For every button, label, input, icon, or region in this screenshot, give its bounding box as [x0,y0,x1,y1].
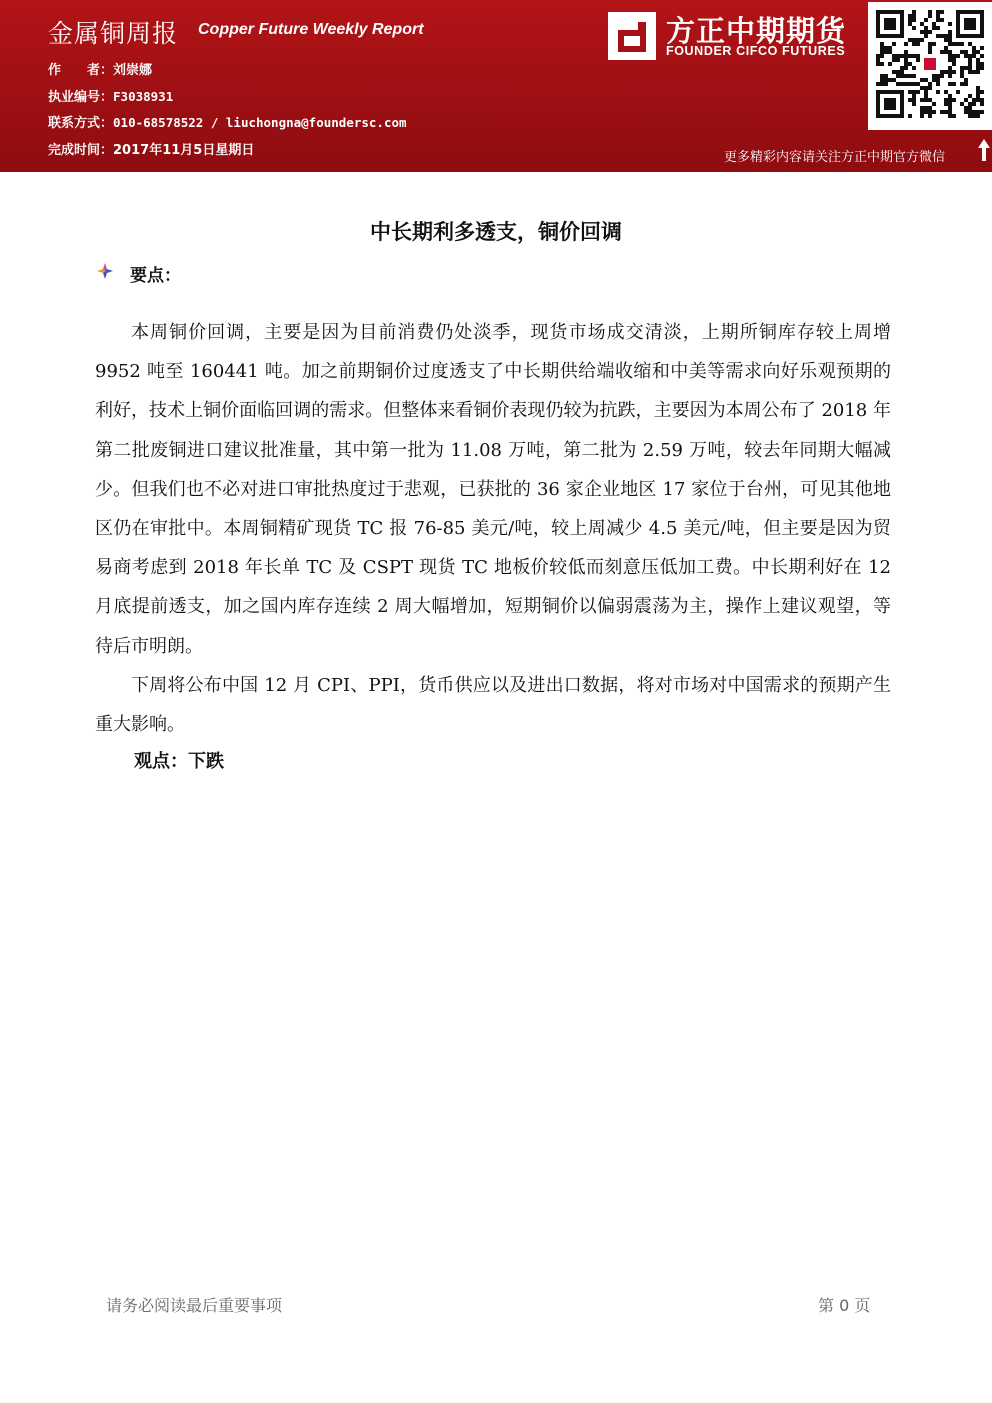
contact-label: 联系方式： [48,116,114,131]
company-logo [608,10,860,62]
contact-info: 010-68578522 / liuchongna@foundersc.com [113,115,407,130]
arrow-up-icon [977,138,991,162]
footer-notice: 请务必阅读最后重要事项 [106,1296,283,1315]
key-points-label: 要点： [130,266,181,286]
paragraph-outlook: 下周将公布中国 12 月 CPI、PPI，货币供应以及进出口数据，将对市场对中国需求的预期产生重大影响。 [95,674,891,736]
logo-text-en: FOUNDER CIFCO FUTURES [666,44,846,58]
completion-date: 2017年11月5日星期日 [113,143,255,158]
article-title: 中长期利多透支，铜价回调 [370,220,622,244]
author-name: 刘崇娜 [113,63,153,78]
contact-line [48,112,407,131]
view-line [134,747,224,773]
paragraph-analysis: 本周铜价回调，主要是因为目前消费仍处淡季，现货市场成交清淡，上期所铜库存较上周增 9952 吨至 160441 吨。加之前期铜价过度透支了中长期供给端收缩和中美等需求向好乐观预期的利好，技术上铜价面临回调的需求。但整体来看铜价表现仍较为抗跌，主要因为本周公布了 2018 年第二批废铜进口建议批准量，其中第一批为 11.08 万吨，第二批为 2.59 万吨，较去年同期大幅减少。但我们也不必对进口审批热度过于悲观，已获批的 36 家企业地区 17 家位于台州，可见其他地区仍在审批中。本周铜精矿现货 TC 报 76-85 美元/吨，较上周减少 4.5 美元/吨，但主要是因为贸易商考虑到 2018 年长单 TC 及 CSPT 现货 TC 地板价较低而刻意压低加工费。中长期利好在 12 月底提前透支，加之国内库存连续 2 周大幅增加，短期铜价以偏弱震荡为主，操作上建议观望，等待后市明朗。 [95,322,891,657]
bullet-diamond-icon [96,262,114,280]
date-line [48,139,254,158]
license-label: 执业编号： [48,90,114,105]
logo-mark-icon [608,12,656,60]
license-number: F3038931 [113,89,174,104]
page-number: 第 0 页 [818,1296,871,1315]
logo-text-cn: 方正中期期货 [666,14,847,48]
view-label: 观点： [134,751,188,772]
wechat-qr-code [868,2,992,130]
view-value: 下跌 [188,751,224,772]
qr-code-icon [876,10,984,118]
author-line [48,59,152,78]
date-label: 完成时间： [48,143,114,158]
wechat-follow-note: 更多精彩内容请关注方正中期官方微信 [724,150,946,165]
article-body [95,313,891,744]
report-title-en: Copper Future Weekly Report [198,21,424,38]
report-header [0,0,992,172]
license-line [48,86,173,105]
author-label: 作 者： [48,63,114,78]
report-title-cn: 金属铜周报 [48,19,179,48]
